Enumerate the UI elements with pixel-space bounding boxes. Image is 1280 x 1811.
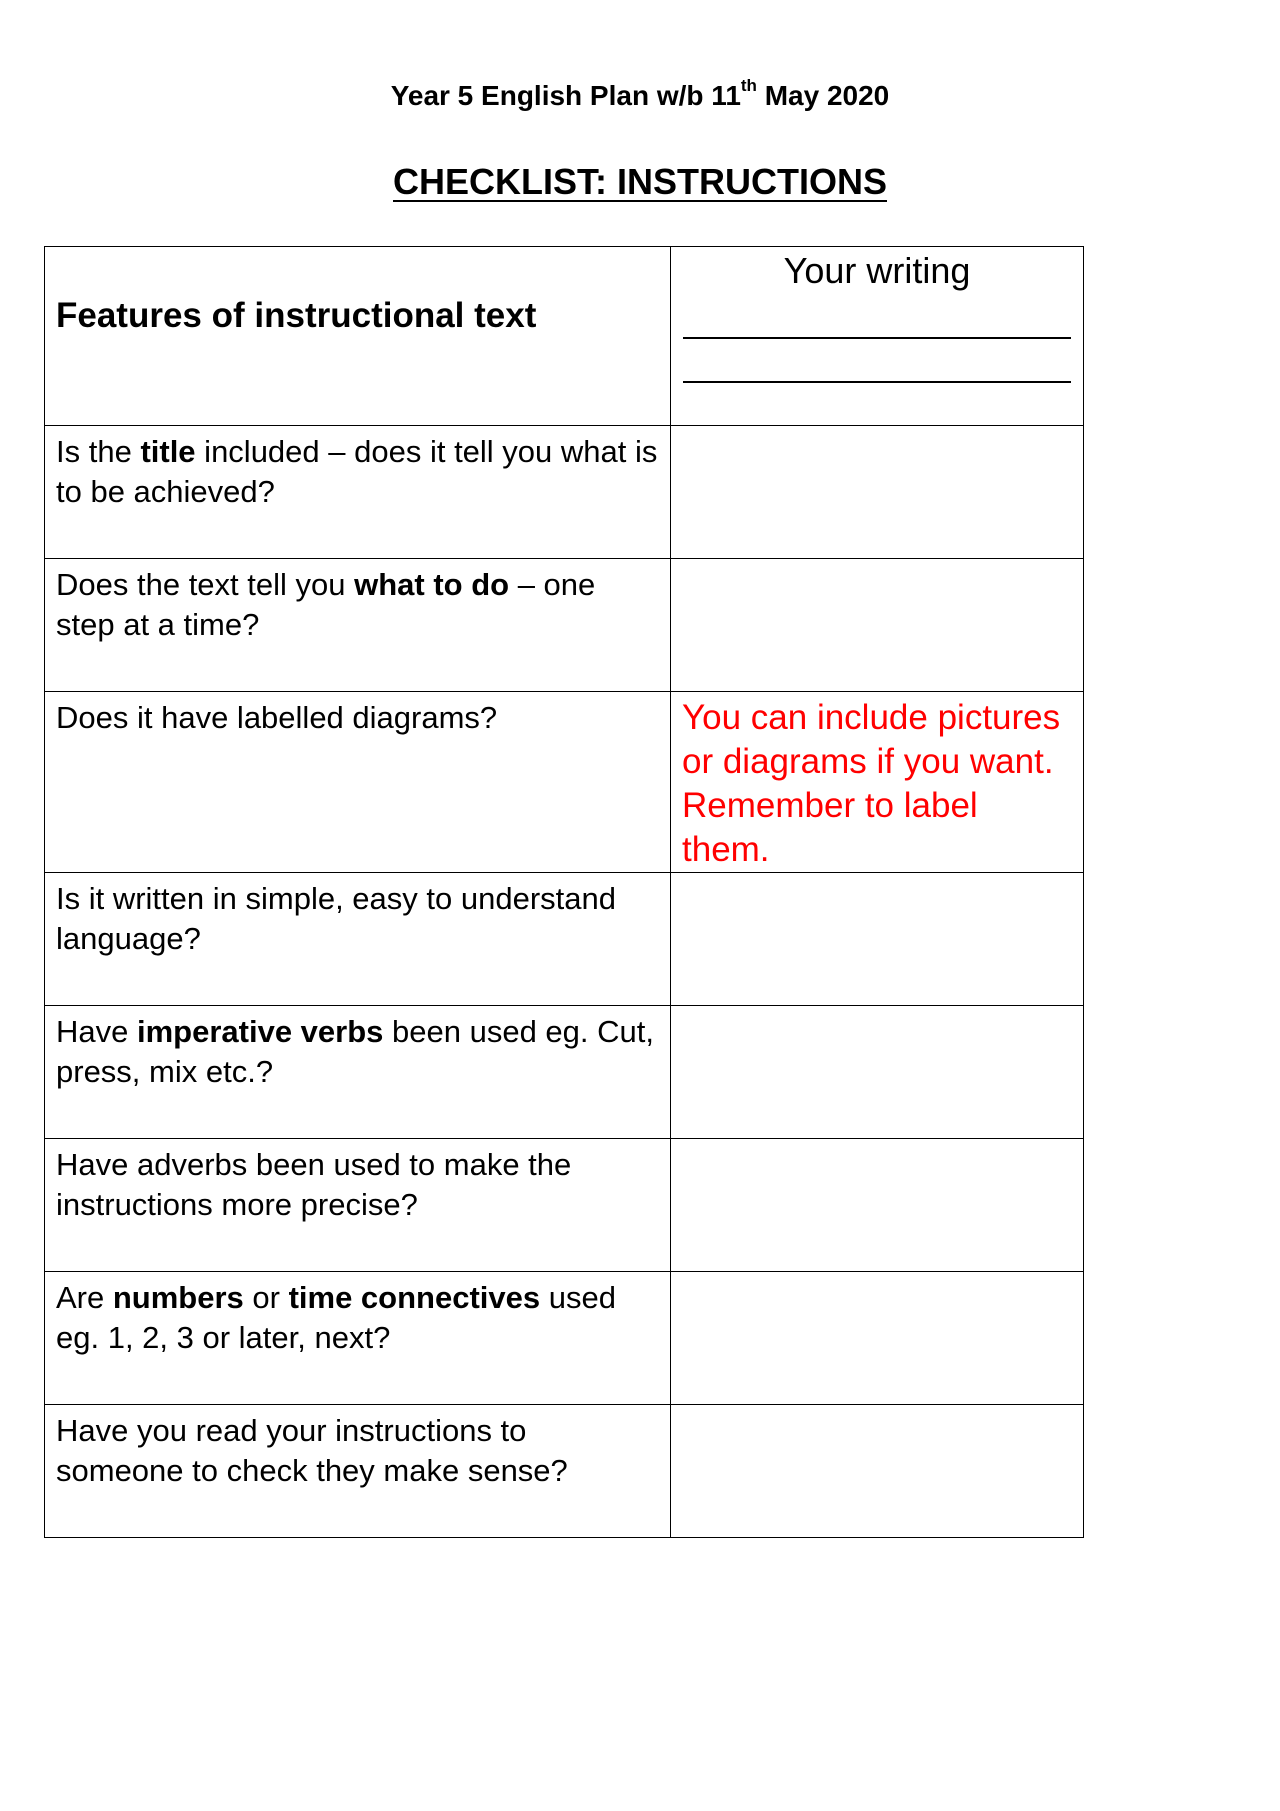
feature-heading: Features of instructional text — [56, 296, 537, 335]
feature-question — [45, 426, 670, 512]
writing-blank-line-2[interactable] — [683, 381, 1071, 383]
feature-cell — [45, 1272, 671, 1405]
feature-cell — [45, 1139, 671, 1272]
writing-check-cell[interactable] — [671, 692, 1084, 873]
feature-keyword: numbers — [112, 1280, 244, 1315]
feature-text: Is it written in simple, easy to understand language? — [56, 881, 616, 956]
checklist-title — [0, 160, 1280, 204]
feature-text: included – does it tell you what is to be achieved? — [56, 434, 658, 509]
feature-question — [45, 1405, 670, 1491]
feature-text: Have — [56, 1014, 137, 1049]
plan-heading-prefix: Year 5 English Plan w/b 11 — [390, 80, 741, 111]
plan-heading — [0, 75, 1280, 114]
writing-check-cell[interactable] — [671, 1405, 1084, 1538]
feature-keyword: imperative verbs — [136, 1014, 384, 1049]
plan-heading-superscript: th — [740, 75, 757, 95]
checklist-row — [45, 1139, 1084, 1272]
writing-check-cell[interactable] — [671, 1272, 1084, 1405]
feature-cell — [45, 873, 671, 1006]
feature-text: Are — [56, 1280, 113, 1315]
feature-text: Does it have labelled diagrams? — [56, 700, 498, 735]
checklist-table — [44, 246, 1084, 1538]
feature-text: or — [243, 1280, 289, 1315]
feature-text: Does the text tell you — [56, 567, 355, 602]
feature-keyword: title — [140, 434, 196, 469]
plan-heading-suffix: May 2020 — [756, 80, 890, 111]
feature-cell — [45, 1405, 671, 1538]
feature-cell — [45, 426, 671, 559]
feature-text: used eg. 1, 2, 3 or later, next? — [56, 1280, 616, 1355]
checklist-row — [45, 873, 1084, 1006]
checklist-title-text: CHECKLIST: INSTRUCTIONS — [393, 161, 887, 202]
feature-question — [45, 1139, 670, 1225]
feature-cell — [45, 692, 671, 873]
feature-text: been used eg. Cut, press, mix etc.? — [56, 1014, 654, 1089]
writing-check-cell[interactable] — [671, 559, 1084, 692]
feature-cell — [45, 559, 671, 692]
feature-text: – one step at a time? — [56, 567, 596, 642]
feature-keyword: what to do — [354, 567, 510, 602]
checklist-row — [45, 1405, 1084, 1538]
checklist-row — [45, 559, 1084, 692]
feature-keyword: time connectives — [288, 1280, 541, 1315]
header-row — [45, 247, 1084, 426]
feature-question — [45, 1006, 670, 1092]
feature-question — [45, 873, 670, 959]
writing-blank-line-1[interactable] — [683, 337, 1071, 339]
feature-question — [45, 692, 670, 738]
checklist-row — [45, 426, 1084, 559]
diagram-note: You can include pictures or diagrams if you want. Remember to label them. — [682, 698, 1061, 869]
feature-text: Have you read your instructions to someone to check they make sense? — [56, 1413, 568, 1488]
feature-text: Is the — [56, 434, 141, 469]
checklist-row — [45, 692, 1084, 873]
writing-check-cell[interactable] — [671, 873, 1084, 1006]
feature-cell — [45, 1006, 671, 1139]
writing-check-cell[interactable] — [671, 1139, 1084, 1272]
feature-question — [45, 559, 670, 645]
writing-check-cell[interactable] — [671, 426, 1084, 559]
writing-check-cell[interactable] — [671, 1006, 1084, 1139]
feature-heading-cell — [45, 247, 671, 426]
checklist-row — [45, 1272, 1084, 1405]
checklist-row — [45, 1006, 1084, 1139]
feature-question — [45, 1272, 670, 1358]
feature-text: Have adverbs been used to make the instructions more precise? — [56, 1147, 572, 1222]
writing-heading: Your writing — [783, 250, 971, 291]
writing-heading-cell — [671, 247, 1084, 426]
